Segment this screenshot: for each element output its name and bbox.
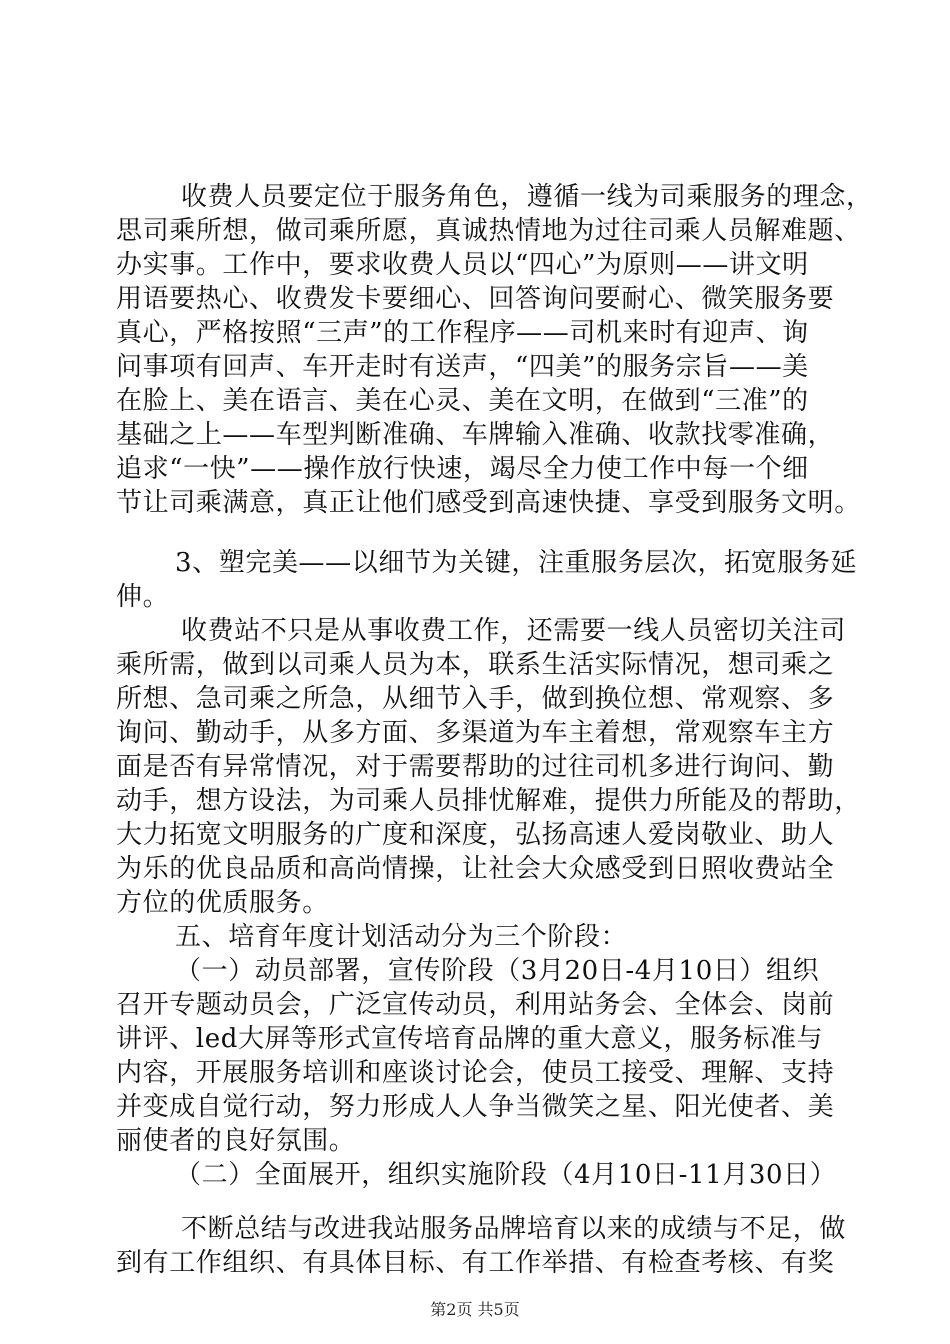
text-line: 到有工作组织、有具体目标、有工作举措、有检查考核、有奖 bbox=[116, 1248, 835, 1278]
page-number: 第2页 共5页 bbox=[430, 1300, 520, 1319]
text-line: 不断总结与改进我站服务品牌培育以来的成绩与不足，做 bbox=[181, 1214, 847, 1244]
text-line: 询问、勤动手，从多方面、多渠道为车主着想，常观察车主方 bbox=[116, 718, 835, 748]
text-line: 收费站不只是从事收费工作，还需要一线人员密切关注司 bbox=[181, 616, 847, 646]
section-heading: 五、培育年度计划活动分为三个阶段： bbox=[175, 922, 628, 952]
text-line: 节让司乘满意，真正让他们感受到高速快捷、享受到服务文明。 bbox=[116, 488, 861, 518]
text-line: 真心，严格按照“三声”的工作程序——司机来时有迎声、询 bbox=[116, 318, 809, 348]
text-line: 所想、急司乘之所急，从细节入手，做到换位想、常观察、多 bbox=[116, 684, 835, 714]
text-line: 思司乘所想，做司乘所愿，真诚热情地为过往司乘人员解难题、 bbox=[116, 216, 861, 246]
text-line: 大力拓宽文明服务的广度和深度，弘扬高速人爱岗敬业、助人 bbox=[116, 820, 835, 850]
text-line: 面是否有异常情况，对于需要帮助的过往司机多进行询问、勤 bbox=[116, 752, 835, 782]
section-heading: 3、塑完美——以细节为关键，注重服务层次，拓宽服务延 bbox=[175, 548, 858, 578]
text-line: 为乐的优良品质和高尚情操，让社会大众感受到日照收费站全 bbox=[116, 854, 835, 884]
text-line: 在脸上、美在语言、美在心灵、美在文明，在做到“三准”的 bbox=[116, 386, 809, 416]
text-line: 问事项有回声、车开走时有送声，“四美”的服务宗旨——美 bbox=[116, 352, 809, 382]
text-line: 追求“一快”——操作放行快速，竭尽全力使工作中每一个细 bbox=[116, 454, 809, 484]
text-line: 收费人员要定位于服务角色，遵循一线为司乘服务的理念， bbox=[181, 182, 873, 212]
text-line: 乘所需，做到以司乘人员为本，联系生活实际情况，想司乘之 bbox=[116, 650, 835, 680]
text-line: 基础之上——车型判断准确、车牌输入准确、收款找零准确， bbox=[116, 420, 835, 450]
text-line: 丽使者的良好氛围。 bbox=[116, 1126, 356, 1156]
text-line: 办实事。工作中，要求收费人员以“四心”为原则——讲文明 bbox=[116, 250, 809, 280]
text-line: 伸。 bbox=[116, 582, 170, 612]
text-line: 动手，想方设法，为司乘人员排忧解难，提供力所能及的帮助， bbox=[116, 786, 861, 816]
text-line: 讲评、led大屏等形式宣传培育品牌的重大意义，服务标准与 bbox=[116, 1024, 824, 1054]
text-line: 方位的优质服务。 bbox=[116, 888, 329, 918]
text-line: 用语要热心、收费发卡要细心、回答询问要耐心、微笑服务要 bbox=[116, 284, 835, 314]
text-line: 内容，开展服务培训和座谈讨论会，使员工接受、理解、支持 bbox=[116, 1058, 835, 1088]
text-line: 召开专题动员会，广泛宣传动员，利用站务会、全体会、岗前 bbox=[116, 990, 835, 1020]
text-line: （二）全面展开，组织实施阶段（4月10日-11月30日） bbox=[175, 1160, 837, 1190]
text-line: 并变成自觉行动，努力形成人人争当微笑之星、阳光使者、美 bbox=[116, 1092, 835, 1122]
text-line: （一）动员部署，宣传阶段（3月20日-4月10日）组织 bbox=[175, 956, 820, 986]
